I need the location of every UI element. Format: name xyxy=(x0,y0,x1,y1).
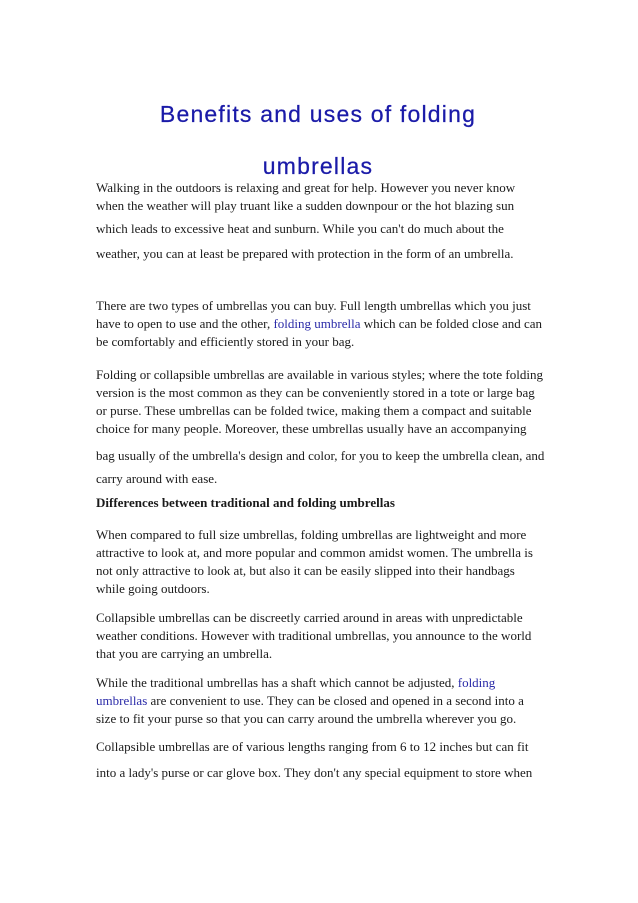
page-title xyxy=(96,88,540,192)
text-line: Folding or collapsible umbrellas are available in various styles; where the tote folding xyxy=(96,367,543,382)
section-subheading: Differences between traditional and folding umbrellas xyxy=(96,495,395,510)
text-line: not only attractive to look at, but also it can be easily slipped into their handbags xyxy=(96,563,515,578)
text-line: when the weather will play truant like a sudden downpour or the hot blazing sun xyxy=(96,198,515,213)
paragraph-intro xyxy=(96,179,552,263)
text-segment: have to open to use and the other, xyxy=(96,316,274,331)
text-line xyxy=(96,315,552,333)
text-line xyxy=(96,674,552,692)
text-line: weather conditions. However with traditional umbrellas, you announce to the world xyxy=(96,628,532,643)
paragraph-lengths xyxy=(96,738,552,782)
text-line: which leads to excessive heat and sunburn. While you can't do much about the xyxy=(96,221,504,236)
paragraph-discreet xyxy=(96,609,552,663)
title-line-2: umbrellas xyxy=(262,153,374,179)
text-line: size to fit your purse so that you can carry around the umbrella wherever you go. xyxy=(96,711,517,726)
text-line: bag usually of the umbrella's design and color, for you to keep the umbrella clean, and xyxy=(96,448,545,463)
title-line-1: Benefits and uses of folding xyxy=(159,101,477,127)
text-line: while going outdoors. xyxy=(96,581,210,596)
text-segment: which can be folded close and can xyxy=(360,316,543,331)
text-line: or purse. These umbrellas can be folded twice, making them a compact and suitable xyxy=(96,403,532,418)
text-line xyxy=(96,692,552,710)
text-line: When compared to full size umbrellas, folding umbrellas are lightweight and more xyxy=(96,527,527,542)
text-line: Collapsible umbrellas can be discreetly carried around in areas with unpredictable xyxy=(96,610,523,625)
text-line: that you are carrying an umbrella. xyxy=(96,646,273,661)
text-line: There are two types of umbrellas you can buy. Full length umbrellas which you just xyxy=(96,298,531,313)
paragraph-styles xyxy=(96,366,552,488)
text-segment: While the traditional umbrellas has a shaft which cannot be adjusted, xyxy=(96,675,458,690)
text-line: Collapsible umbrellas are of various lengths ranging from 6 to 12 inches but can fit xyxy=(96,739,529,754)
text-line: choice for many people. Moreover, these umbrellas usually have an accompanying xyxy=(96,421,527,436)
folding-umbrellas-link[interactable]: folding xyxy=(457,675,496,690)
text-line: attractive to look at, and more popular and common amidst women. The umbrella is xyxy=(96,545,533,560)
text-line: be comfortably and efficiently stored in your bag. xyxy=(96,334,355,349)
text-line: version is the most common as they can be conveniently stored in a tote or large bag xyxy=(96,385,535,400)
paragraph-convenience xyxy=(96,674,552,728)
text-line: carry around with ease. xyxy=(96,471,218,486)
text-segment: are convenient to use. They can be closed and opened in a second into a xyxy=(147,693,524,708)
text-line: Walking in the outdoors is relaxing and great for help. However you never know xyxy=(96,180,516,195)
folding-umbrellas-link-continued[interactable]: umbrellas xyxy=(96,693,148,708)
text-line: weather, you can at least be prepared with protection in the form of an umbrella. xyxy=(96,246,514,261)
text-line: into a lady's purse or car glove box. They don't any special equipment to store when xyxy=(96,765,533,780)
paragraph-comparison xyxy=(96,526,552,598)
paragraph-types xyxy=(96,297,552,351)
folding-umbrella-link[interactable]: folding umbrella xyxy=(273,316,361,331)
